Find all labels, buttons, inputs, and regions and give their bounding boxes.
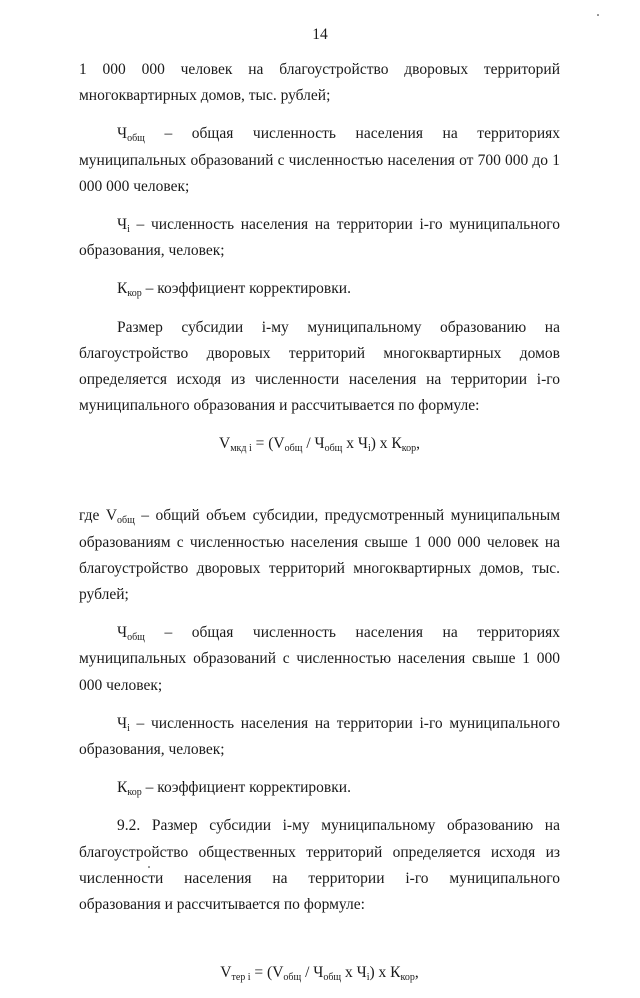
formula-public-subsidy [79, 960, 560, 986]
paragraph-total-population-def-2 [79, 620, 560, 699]
paragraph-text: – численность населения на территории i-го муниципального образования, человек; [79, 714, 560, 759]
paragraph-text: – общая численность населения на территориях муниципальных образований с численностью населения от 700 000 до 1 000 000 человек; [79, 125, 560, 195]
page-number: 14 [312, 26, 328, 43]
formula-part: V [220, 964, 232, 982]
formula-subscript: мкд i [230, 443, 252, 455]
formula-yard-subsidy [79, 431, 560, 457]
formula-part: ) x К [369, 964, 401, 982]
formula-part: = (V [250, 964, 284, 982]
formula-subscript: кор [401, 443, 417, 455]
variable-symbol: Ч [117, 216, 128, 234]
paragraph-text: – численность населения на территории i-го муниципального образования, человек; [79, 216, 560, 260]
variable-subscript: общ [127, 632, 145, 644]
scan-speck [597, 14, 599, 16]
formula-part: = (V [251, 435, 285, 453]
paragraph-total-volume-def [79, 503, 560, 608]
paragraph-total-population-def [79, 121, 560, 200]
formula-part: ) x К [370, 435, 402, 453]
variable-subscript: общ [127, 133, 145, 145]
paragraph-subsidy-size-yard [79, 315, 560, 420]
formula-subscript: кор [400, 972, 415, 984]
formula-part: V [219, 435, 231, 453]
formula-part: , [416, 435, 420, 453]
paragraph-text: – общий объем субсидии, предусмотренный муниципальным образованиям с численностью населения свыше 1 000 000 человек на благоустройство дворовых территорий многоквартирных домов, тыс. рублей; [79, 507, 561, 604]
paragraph-text: – коэффициент корректировки. [141, 779, 351, 797]
paragraph-text: 9.2. Размер субсидии i-му муниципальному образованию на благоустройство общественных территорий определяется исходя из численности населения на территории i-го муниципального образования и рассчитывается по формуле: [79, 817, 560, 914]
scan-speck [148, 866, 150, 868]
formula-subscript: тер i [231, 972, 251, 984]
formula-subscript: общ [283, 972, 302, 984]
formula-part: x Ч [342, 435, 368, 453]
formula-part: x Ч [341, 964, 367, 982]
paragraph-text: 1 000 000 человек на благоустройство дворовых территорий многоквартирных домов, тыс. рублей; [79, 61, 560, 105]
paragraph-text: – общая численность населения на территориях муниципальных образований с численностью населения свыше 1 000 000 человек; [79, 624, 560, 694]
variable-subscript: i [127, 224, 130, 236]
formula-part: , [414, 964, 419, 982]
variable-symbol: Ч [117, 125, 128, 143]
variable-subscript: i [127, 722, 130, 734]
formula-subscript: i [367, 443, 371, 455]
variable-symbol: Ч [117, 624, 128, 642]
variable-subscript: кор [127, 787, 142, 799]
formula-subscript: общ [323, 972, 342, 984]
paragraph-public-territories-9-2 [79, 813, 560, 918]
variable-symbol: К [117, 280, 128, 298]
paragraph-municipal-population-def [79, 212, 560, 264]
document-body [79, 57, 560, 998]
formula-part: / Ч [301, 964, 324, 982]
paragraph-text: – коэффициент корректировки. [141, 280, 351, 298]
formula-part: / Ч [302, 435, 325, 453]
paragraph-municipal-population-def-2 [79, 711, 560, 763]
variable-subscript: кор [127, 288, 142, 300]
variable-subscript: общ [117, 515, 135, 527]
paragraph-amount-definition [79, 57, 560, 109]
formula-subscript: общ [284, 443, 303, 455]
variable-symbol: К [117, 779, 128, 797]
paragraph-coefficient-def [79, 276, 560, 302]
formula-subscript: i [366, 972, 370, 984]
paragraph-coefficient-def-2 [79, 775, 560, 801]
paragraph-lead: где V [79, 507, 118, 525]
formula-subscript: общ [324, 443, 343, 455]
variable-symbol: Ч [117, 714, 128, 732]
paragraph-text: Размер субсидии i-му муниципальному образованию на благоустройство дворовых территорий многоквартирных домов определяется исходя из численности населения на территории i-го муниципального образования и рассчитывается по формуле: [79, 318, 560, 415]
